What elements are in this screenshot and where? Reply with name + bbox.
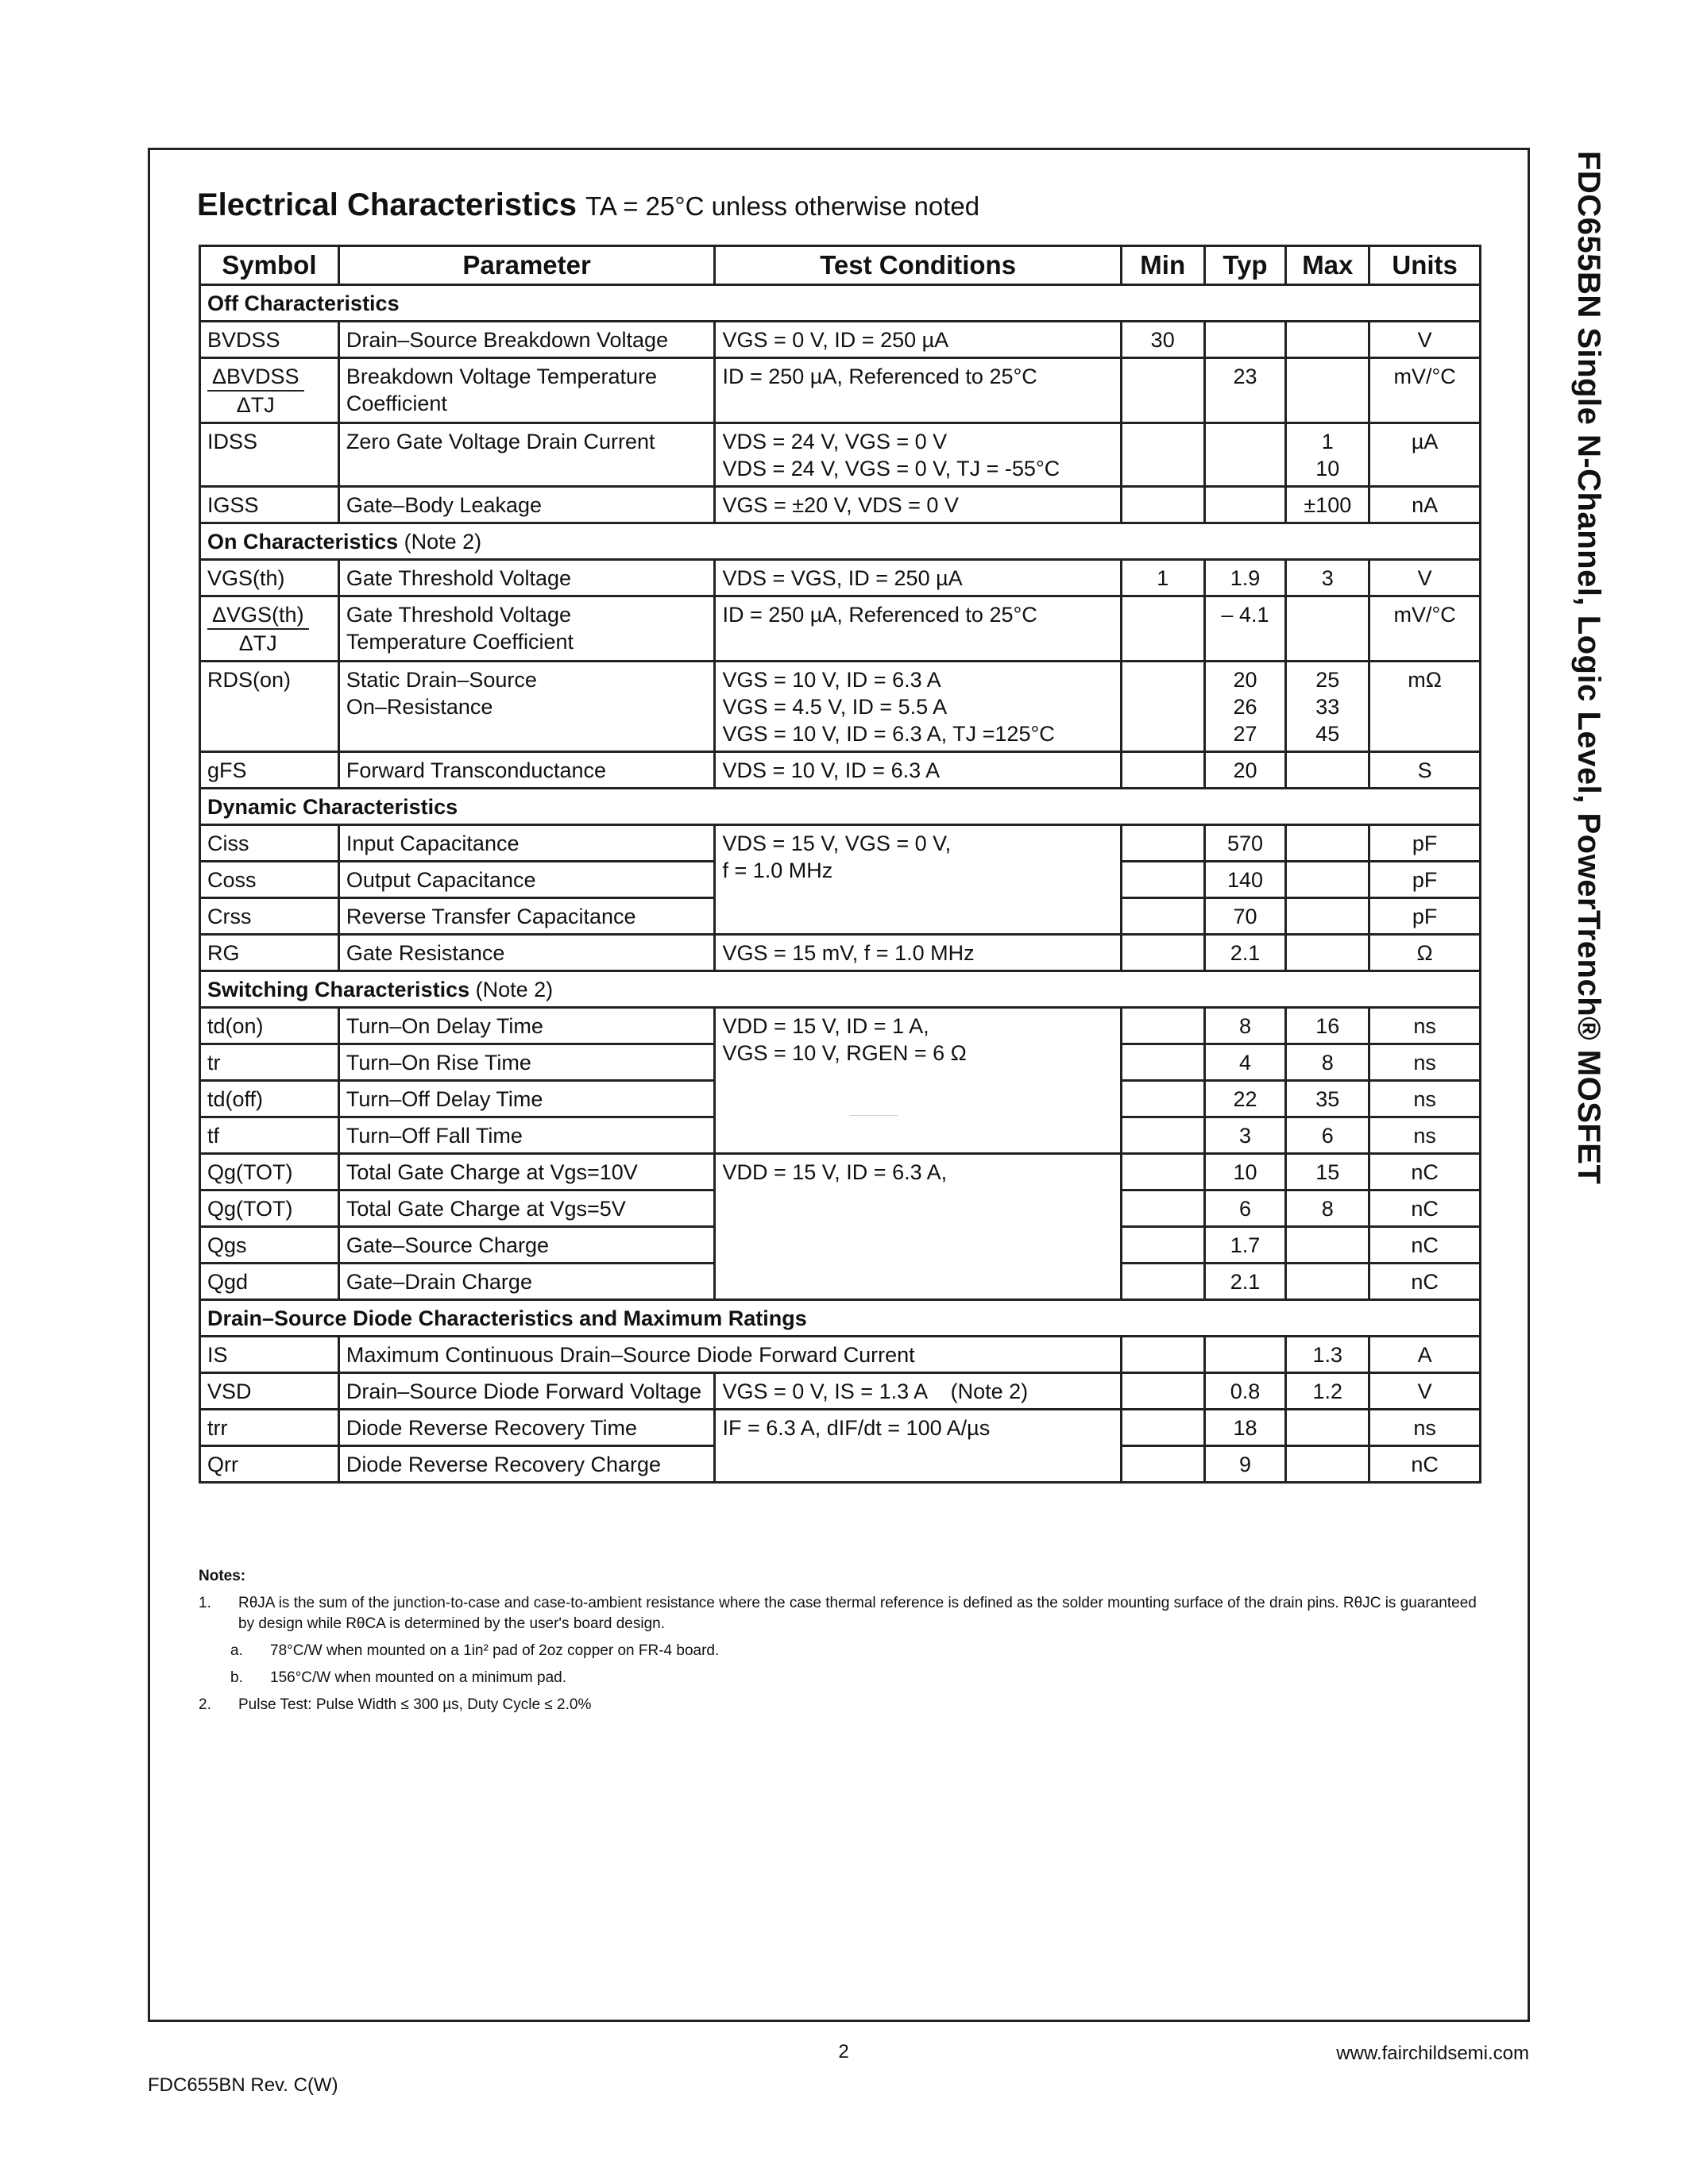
min-cell bbox=[1121, 662, 1204, 752]
footer-url-link[interactable]: www.fairchildsemi.com bbox=[1336, 2043, 1529, 2064]
section-row-off bbox=[200, 285, 1481, 322]
note-text: RθJA is the sum of the junction-to-case and case-to-ambient resistance where the case thermal reference is defined as the solder mounting surface of the drain pins. RθJC is guaranteed by design while RθCA is determined by the user's board design. bbox=[238, 1595, 1477, 1632]
faint-mark bbox=[850, 1115, 898, 1116]
table-row bbox=[200, 1373, 1481, 1410]
min-cell bbox=[1121, 1446, 1204, 1483]
symbol-denominator: ΔTJ bbox=[238, 631, 277, 655]
typ-cell: 18 bbox=[1204, 1410, 1286, 1446]
section-title: Off Characteristics bbox=[200, 285, 1481, 322]
header-min: Min bbox=[1121, 246, 1204, 285]
note-text: Pulse Test: Pulse Width ≤ 300 µs, Duty Cycle ≤ 2.0% bbox=[238, 1696, 592, 1713]
note-letter: b. bbox=[230, 1669, 243, 1686]
heading-title: Electrical Characteristics bbox=[197, 187, 577, 222]
symbol-cell: Ciss bbox=[200, 825, 339, 862]
min-cell bbox=[1121, 825, 1204, 862]
units-cell: S bbox=[1369, 752, 1481, 789]
table-header-row bbox=[200, 246, 1481, 285]
max-cell bbox=[1286, 322, 1369, 358]
max-cell bbox=[1286, 825, 1369, 862]
conditions-cell bbox=[715, 825, 1121, 935]
note-number: 1. bbox=[199, 1595, 211, 1611]
header-symbol: Symbol bbox=[200, 246, 339, 285]
min-cell bbox=[1121, 1373, 1204, 1410]
page-number: 2 bbox=[838, 2041, 849, 2062]
conditions-cell: VDS = 10 V, ID = 6.3 A bbox=[715, 752, 1121, 789]
parameter-cell: Reverse Transfer Capacitance bbox=[338, 898, 715, 935]
conditions-line: VDS = 24 V, VGS = 0 V bbox=[722, 430, 948, 453]
electrical-characteristics-table bbox=[199, 245, 1481, 1484]
symbol-cell: Qgd bbox=[200, 1264, 339, 1300]
typ-cell: – 4.1 bbox=[1204, 596, 1286, 662]
typ-cell bbox=[1204, 662, 1286, 752]
typ-cell: 3 bbox=[1204, 1117, 1286, 1154]
symbol-cell: RDS(on) bbox=[200, 662, 339, 752]
typ-cell bbox=[1204, 423, 1286, 487]
conditions-cell: IF = 6.3 A, dIF/dt = 100 A/µs bbox=[715, 1410, 1121, 1483]
parameter-line: Coefficient bbox=[346, 392, 447, 415]
conditions-line: VGS = 4.5 V, ID = 5.5 A bbox=[722, 695, 948, 719]
section-heading bbox=[197, 187, 979, 223]
parameter-line: Breakdown Voltage Temperature bbox=[346, 365, 658, 388]
section-note: (Note 2) bbox=[404, 530, 482, 554]
heading-condition: TA = 25°C unless otherwise noted bbox=[585, 191, 980, 221]
conditions-cell: VDD = 15 V, ID = 6.3 A, bbox=[715, 1154, 1121, 1300]
max-cell bbox=[1286, 752, 1369, 789]
max-cell: 6 bbox=[1286, 1117, 1369, 1154]
header-units: Units bbox=[1369, 246, 1481, 285]
max-cell: 8 bbox=[1286, 1190, 1369, 1227]
min-cell: 1 bbox=[1121, 560, 1204, 596]
conditions-line: f = 1.0 MHz bbox=[722, 859, 833, 882]
min-cell bbox=[1121, 1410, 1204, 1446]
max-line: 33 bbox=[1315, 695, 1340, 719]
parameter-cell: Forward Transconductance bbox=[338, 752, 715, 789]
units-cell: ns bbox=[1369, 1008, 1481, 1044]
conditions-cell bbox=[715, 423, 1121, 487]
units-cell: nC bbox=[1369, 1227, 1481, 1264]
min-cell bbox=[1121, 1190, 1204, 1227]
symbol-cell: BVDSS bbox=[200, 322, 339, 358]
typ-cell: 23 bbox=[1204, 358, 1286, 423]
min-cell bbox=[1121, 898, 1204, 935]
parameter-cell: Turn–Off Delay Time bbox=[338, 1081, 715, 1117]
units-cell: ns bbox=[1369, 1044, 1481, 1081]
table-row bbox=[200, 752, 1481, 789]
parameter-cell: Output Capacitance bbox=[338, 862, 715, 898]
min-cell bbox=[1121, 862, 1204, 898]
symbol-denominator: ΔTJ bbox=[236, 393, 275, 417]
units-cell: pF bbox=[1369, 862, 1481, 898]
section-note: (Note 2) bbox=[475, 978, 554, 1001]
parameter-cell: Gate Resistance bbox=[338, 935, 715, 971]
section-title-cell bbox=[200, 523, 1481, 560]
symbol-cell: td(on) bbox=[200, 1008, 339, 1044]
units-cell: V bbox=[1369, 1373, 1481, 1410]
parameter-line: Temperature Coefficient bbox=[346, 630, 574, 654]
parameter-cell: Gate Threshold Voltage bbox=[338, 560, 715, 596]
units-cell: nC bbox=[1369, 1446, 1481, 1483]
min-cell bbox=[1121, 935, 1204, 971]
section-row-on bbox=[200, 523, 1481, 560]
symbol-numerator: ΔBVDSS bbox=[207, 363, 304, 392]
typ-cell: 1.9 bbox=[1204, 560, 1286, 596]
notes-title: Notes: bbox=[199, 1568, 246, 1584]
conditions-line: VDS = 24 V, VGS = 0 V, TJ = -55°C bbox=[722, 457, 1060, 480]
conditions-cell: VGS = 15 mV, f = 1.0 MHz bbox=[715, 935, 1121, 971]
parameter-line: Gate Threshold Voltage bbox=[346, 603, 572, 627]
symbol-cell: td(off) bbox=[200, 1081, 339, 1117]
symbol-cell: Qrr bbox=[200, 1446, 339, 1483]
min-cell: 30 bbox=[1121, 322, 1204, 358]
section-row-switching bbox=[200, 971, 1481, 1008]
typ-cell: 2.1 bbox=[1204, 935, 1286, 971]
typ-cell: 70 bbox=[1204, 898, 1286, 935]
typ-cell: 4 bbox=[1204, 1044, 1286, 1081]
min-cell bbox=[1121, 1264, 1204, 1300]
section-title-cell bbox=[200, 971, 1481, 1008]
section-title: Dynamic Characteristics bbox=[200, 789, 1481, 825]
table-row bbox=[200, 358, 1481, 423]
section-title: Drain–Source Diode Characteristics and Maximum Ratings bbox=[200, 1300, 1481, 1337]
conditions-cell bbox=[715, 662, 1121, 752]
parameter-cell: Maximum Continuous Drain–Source Diode Forward Current bbox=[338, 1337, 1121, 1373]
symbol-fraction bbox=[207, 601, 309, 657]
max-cell bbox=[1286, 1446, 1369, 1483]
parameter-cell: Total Gate Charge at Vgs=10V bbox=[338, 1154, 715, 1190]
parameter-cell: Drain–Source Breakdown Voltage bbox=[338, 322, 715, 358]
parameter-cell bbox=[338, 662, 715, 752]
max-cell bbox=[1286, 596, 1369, 662]
min-cell bbox=[1121, 1117, 1204, 1154]
units-cell: nC bbox=[1369, 1154, 1481, 1190]
typ-cell bbox=[1204, 322, 1286, 358]
typ-cell: 6 bbox=[1204, 1190, 1286, 1227]
notes-block bbox=[199, 1566, 1485, 1722]
side-title-text: FDC655BN Single N-Channel, Logic Level, PowerTrench® MOSFET bbox=[1571, 151, 1606, 1185]
table-row bbox=[200, 423, 1481, 487]
max-cell: 8 bbox=[1286, 1044, 1369, 1081]
max-cell bbox=[1286, 935, 1369, 971]
parameter-line: On–Resistance bbox=[346, 695, 493, 719]
min-cell bbox=[1121, 487, 1204, 523]
parameter-cell: Gate–Source Charge bbox=[338, 1227, 715, 1264]
parameter-cell: Turn–On Delay Time bbox=[338, 1008, 715, 1044]
parameter-cell: Zero Gate Voltage Drain Current bbox=[338, 423, 715, 487]
header-typ: Typ bbox=[1204, 246, 1286, 285]
note-number: 2. bbox=[199, 1696, 211, 1713]
conditions-line: VGS = 10 V, ID = 6.3 A, TJ =125°C bbox=[722, 722, 1055, 746]
header-max: Max bbox=[1286, 246, 1369, 285]
header-test-conditions: Test Conditions bbox=[715, 246, 1121, 285]
max-cell bbox=[1286, 358, 1369, 423]
units-cell: V bbox=[1369, 322, 1481, 358]
symbol-numerator: ΔVGS(th) bbox=[207, 601, 309, 630]
units-cell: nA bbox=[1369, 487, 1481, 523]
table-row bbox=[200, 825, 1481, 862]
max-cell: 16 bbox=[1286, 1008, 1369, 1044]
symbol-cell bbox=[200, 596, 339, 662]
units-cell: ns bbox=[1369, 1410, 1481, 1446]
units-cell: pF bbox=[1369, 898, 1481, 935]
conditions-cell: ID = 250 µA, Referenced to 25°C bbox=[715, 358, 1121, 423]
parameter-cell: Total Gate Charge at Vgs=5V bbox=[338, 1190, 715, 1227]
side-title bbox=[1557, 151, 1613, 1263]
note-letter: a. bbox=[230, 1642, 243, 1659]
min-cell bbox=[1121, 1337, 1204, 1373]
symbol-cell: trr bbox=[200, 1410, 339, 1446]
units-cell: µA bbox=[1369, 423, 1481, 487]
units-cell: A bbox=[1369, 1337, 1481, 1373]
units-cell: ns bbox=[1369, 1117, 1481, 1154]
typ-cell: 10 bbox=[1204, 1154, 1286, 1190]
min-cell bbox=[1121, 1154, 1204, 1190]
note-item bbox=[199, 1593, 1485, 1634]
units-cell: pF bbox=[1369, 825, 1481, 862]
typ-cell: 8 bbox=[1204, 1008, 1286, 1044]
min-cell bbox=[1121, 596, 1204, 662]
note-subitem bbox=[199, 1668, 1485, 1688]
table-row bbox=[200, 560, 1481, 596]
symbol-cell: Crss bbox=[200, 898, 339, 935]
typ-cell: 9 bbox=[1204, 1446, 1286, 1483]
table-row bbox=[200, 662, 1481, 752]
min-cell bbox=[1121, 358, 1204, 423]
parameter-cell bbox=[338, 358, 715, 423]
units-cell: nC bbox=[1369, 1190, 1481, 1227]
symbol-cell: IGSS bbox=[200, 487, 339, 523]
typ-cell: 20 bbox=[1204, 752, 1286, 789]
conditions-cell bbox=[715, 1008, 1121, 1154]
symbol-cell: IS bbox=[200, 1337, 339, 1373]
max-line: 10 bbox=[1315, 457, 1340, 480]
conditions-cell: VGS = 0 V, IS = 1.3 A (Note 2) bbox=[715, 1373, 1121, 1410]
max-line: 1 bbox=[1321, 430, 1334, 453]
symbol-cell: VSD bbox=[200, 1373, 339, 1410]
header-parameter: Parameter bbox=[338, 246, 715, 285]
units-cell: V bbox=[1369, 560, 1481, 596]
note-item bbox=[199, 1695, 1485, 1715]
symbol-cell: RG bbox=[200, 935, 339, 971]
typ-cell: 0.8 bbox=[1204, 1373, 1286, 1410]
max-cell bbox=[1286, 1264, 1369, 1300]
table-row bbox=[200, 322, 1481, 358]
max-cell bbox=[1286, 898, 1369, 935]
parameter-cell: Turn–Off Fall Time bbox=[338, 1117, 715, 1154]
document-revision: FDC655BN Rev. C(W) bbox=[148, 2074, 338, 2096]
symbol-fraction bbox=[207, 363, 304, 419]
max-cell: 35 bbox=[1286, 1081, 1369, 1117]
max-cell: ±100 bbox=[1286, 487, 1369, 523]
symbol-cell: VGS(th) bbox=[200, 560, 339, 596]
typ-cell: 2.1 bbox=[1204, 1264, 1286, 1300]
note-text: 78°C/W when mounted on a 1in² pad of 2oz copper on FR-4 board. bbox=[270, 1642, 720, 1659]
table-row bbox=[200, 596, 1481, 662]
typ-line: 20 bbox=[1233, 668, 1257, 692]
units-cell: mV/°C bbox=[1369, 596, 1481, 662]
conditions-cell: VGS = ±20 V, VDS = 0 V bbox=[715, 487, 1121, 523]
symbol-cell bbox=[200, 358, 339, 423]
min-cell bbox=[1121, 1008, 1204, 1044]
parameter-cell: Diode Reverse Recovery Charge bbox=[338, 1446, 715, 1483]
units-cell: mV/°C bbox=[1369, 358, 1481, 423]
max-cell bbox=[1286, 1410, 1369, 1446]
section-row-dynamic bbox=[200, 789, 1481, 825]
typ-cell: 1.7 bbox=[1204, 1227, 1286, 1264]
note-text: 156°C/W when mounted on a minimum pad. bbox=[270, 1669, 567, 1686]
max-line: 25 bbox=[1315, 668, 1340, 692]
typ-cell bbox=[1204, 1337, 1286, 1373]
conditions-line: VGS = 10 V, ID = 6.3 A bbox=[722, 668, 941, 692]
conditions-cell: ID = 250 µA, Referenced to 25°C bbox=[715, 596, 1121, 662]
parameter-cell: Input Capacitance bbox=[338, 825, 715, 862]
min-cell bbox=[1121, 1081, 1204, 1117]
conditions-line: VDD = 15 V, ID = 1 A, bbox=[722, 1014, 929, 1038]
parameter-cell bbox=[338, 596, 715, 662]
max-line: 45 bbox=[1315, 722, 1340, 746]
units-cell: nC bbox=[1369, 1264, 1481, 1300]
parameter-cell: Diode Reverse Recovery Time bbox=[338, 1410, 715, 1446]
typ-line: 26 bbox=[1233, 695, 1257, 719]
typ-cell bbox=[1204, 487, 1286, 523]
table-row bbox=[200, 487, 1481, 523]
symbol-cell: Coss bbox=[200, 862, 339, 898]
parameter-cell: Gate–Drain Charge bbox=[338, 1264, 715, 1300]
units-cell: ns bbox=[1369, 1081, 1481, 1117]
max-cell: 1.3 bbox=[1286, 1337, 1369, 1373]
conditions-line: VGS = 10 V, RGEN = 6 Ω bbox=[722, 1041, 967, 1065]
section-title: Switching Characteristics bbox=[207, 978, 470, 1001]
table-row bbox=[200, 1008, 1481, 1044]
min-cell bbox=[1121, 1044, 1204, 1081]
symbol-cell: IDSS bbox=[200, 423, 339, 487]
max-cell bbox=[1286, 1227, 1369, 1264]
max-cell: 1.2 bbox=[1286, 1373, 1369, 1410]
section-row-diode bbox=[200, 1300, 1481, 1337]
parameter-line: Static Drain–Source bbox=[346, 668, 537, 692]
table-row bbox=[200, 935, 1481, 971]
table-row bbox=[200, 1337, 1481, 1373]
table-row bbox=[200, 1154, 1481, 1190]
parameter-cell: Drain–Source Diode Forward Voltage bbox=[338, 1373, 715, 1410]
symbol-cell: tr bbox=[200, 1044, 339, 1081]
typ-cell: 140 bbox=[1204, 862, 1286, 898]
typ-line: 27 bbox=[1233, 722, 1257, 746]
units-cell: Ω bbox=[1369, 935, 1481, 971]
section-title: On Characteristics bbox=[207, 530, 399, 554]
max-cell: 15 bbox=[1286, 1154, 1369, 1190]
symbol-cell: Qgs bbox=[200, 1227, 339, 1264]
symbol-cell: gFS bbox=[200, 752, 339, 789]
parameter-cell: Gate–Body Leakage bbox=[338, 487, 715, 523]
parameter-cell: Turn–On Rise Time bbox=[338, 1044, 715, 1081]
min-cell bbox=[1121, 423, 1204, 487]
symbol-cell: Qg(TOT) bbox=[200, 1154, 339, 1190]
conditions-cell: VDS = VGS, ID = 250 µA bbox=[715, 560, 1121, 596]
max-cell bbox=[1286, 662, 1369, 752]
typ-cell: 22 bbox=[1204, 1081, 1286, 1117]
table-row bbox=[200, 1410, 1481, 1446]
min-cell bbox=[1121, 752, 1204, 789]
min-cell bbox=[1121, 1227, 1204, 1264]
max-cell: 3 bbox=[1286, 560, 1369, 596]
typ-cell: 570 bbox=[1204, 825, 1286, 862]
max-cell bbox=[1286, 423, 1369, 487]
units-cell: mΩ bbox=[1369, 662, 1481, 752]
note-subitem bbox=[199, 1641, 1485, 1661]
symbol-cell: tf bbox=[200, 1117, 339, 1154]
conditions-line: VDS = 15 V, VGS = 0 V, bbox=[722, 832, 952, 855]
conditions-cell: VGS = 0 V, ID = 250 µA bbox=[715, 322, 1121, 358]
max-cell bbox=[1286, 862, 1369, 898]
symbol-cell: Qg(TOT) bbox=[200, 1190, 339, 1227]
